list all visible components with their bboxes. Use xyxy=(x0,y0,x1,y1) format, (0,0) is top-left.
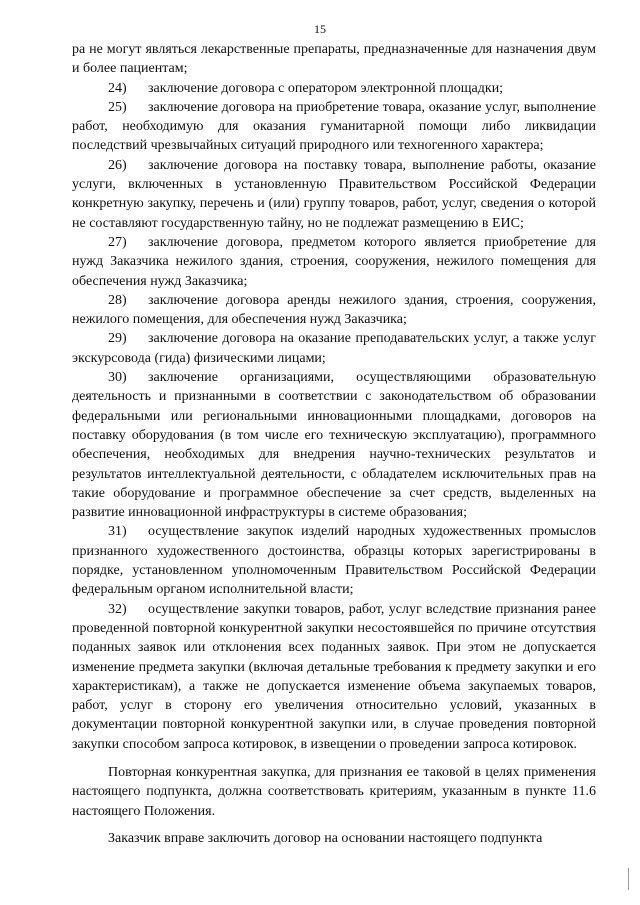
page-number: 15 xyxy=(314,22,326,36)
list-item-number: 28) xyxy=(108,292,127,308)
list-item-text: заключение договора на поставку товара, выполнение работы, оказание услуги, включенных в установленную Правительством Российской Федерации конкретную закупку, перечень и (или) группу товаров, работ, услуг, сведения о которой не составляют государственную тайну, но не подлежат размещению в ЕИС; xyxy=(72,157,596,231)
list-item-number: 25) xyxy=(108,99,127,115)
list-item-28 xyxy=(72,291,596,330)
list-item-text: заключение договора с оператором электронной площадки; xyxy=(148,80,504,96)
list-item-number: 31) xyxy=(108,524,127,540)
intro-continuation: ра не могут являться лекарственные препараты, предназначенные для назначения двум и более пациентам; xyxy=(72,42,596,77)
list-item-25 xyxy=(72,98,596,156)
list-item-number: 29) xyxy=(108,331,127,347)
list-item-number: 32) xyxy=(108,601,127,617)
list-item-27 xyxy=(72,233,596,291)
list-item-number: 24) xyxy=(108,80,127,96)
list-item-29 xyxy=(72,329,596,368)
scan-edge-mark xyxy=(628,868,629,890)
list-item-number: 30) xyxy=(108,370,127,386)
list-item-number: 27) xyxy=(108,234,127,250)
list-item-32 xyxy=(72,600,596,754)
list-item-text: заключение договора аренды нежилого здания, строения, сооружения, нежилого помещения, для обеспечения нужд Заказчика; xyxy=(72,292,596,328)
list-item-30 xyxy=(72,368,596,522)
list-item-31 xyxy=(72,522,596,599)
paragraph-customer-right: Заказчик вправе заключить договор на основании настоящего подпункта xyxy=(108,830,543,846)
list-item-24 xyxy=(72,79,596,98)
paragraph-repeat-procurement: Повторная конкурентная закупка, для признания ее таковой в целях применения настоящего подпункта, должна соответствовать критериям, указанным в пункте 11.6 настоящего Положения. xyxy=(72,764,596,819)
document-body xyxy=(72,40,596,848)
list-item-26 xyxy=(72,156,596,233)
list-item-text: осуществление закупки товаров, работ, услуг вследствие признания ранее проведенной повторной конкурентной закупки несостоявшейся по причине отсутствия поданных заявок или отклонения всех поданных заявок. При этом не допускается изменение предмета закупки (включая детальные требования к предмету закупки и его характеристикам), а также не допускается изменение объема закупаемых товаров, работ, услуг в сторону его увеличения относительно условий, указанных в документации повторной конкурентной закупки или, в случае проведения повторной закупки способом запроса котировок, в извещении о проведении запроса котировок. xyxy=(72,601,596,752)
list-item-number: 26) xyxy=(108,157,127,173)
list-item-text: заключение договора, предметом которого является приобретение для нужд Заказчика нежилого здания, строения, сооружения, нежилого помещения для обеспечения нужд Заказчика; xyxy=(72,234,596,289)
list-item-text: заключение договора на оказание преподавательских услуг, а также услуг экскурсовода (гида) физическими лицами; xyxy=(72,331,596,366)
list-item-text: заключение организациями, осуществляющими образовательную деятельность и признанными в соответствии с законодательством об образовании федеральными или региональными инновационными площадками, договоров на поставку оборудования (в том числе его техническую эксплуатацию), программного обеспечения, необходимых для внедрения научно-технических результатов и результатов интеллектуальной деятельности, с обладателем исключительных прав на такие оборудование и программное обеспечение за счет средств, выделенных на развитие инновационной инфраструктуры в системе образования; xyxy=(72,370,596,521)
list-item-text: осуществление закупок изделий народных художественных промыслов признанного художественного достоинства, образцы которых зарегистрированы в порядке, установленном уполномоченным Правительством Российской Федерации федеральным органом исполнительной власти; xyxy=(72,524,596,598)
list-item-text: заключение договора на приобретение товара, оказание услуг, выполнение работ, необходимую для оказания гуманитарной помощи либо ликвидации последствий чрезвычайных ситуаций природного или техногенного характера; xyxy=(72,99,596,154)
